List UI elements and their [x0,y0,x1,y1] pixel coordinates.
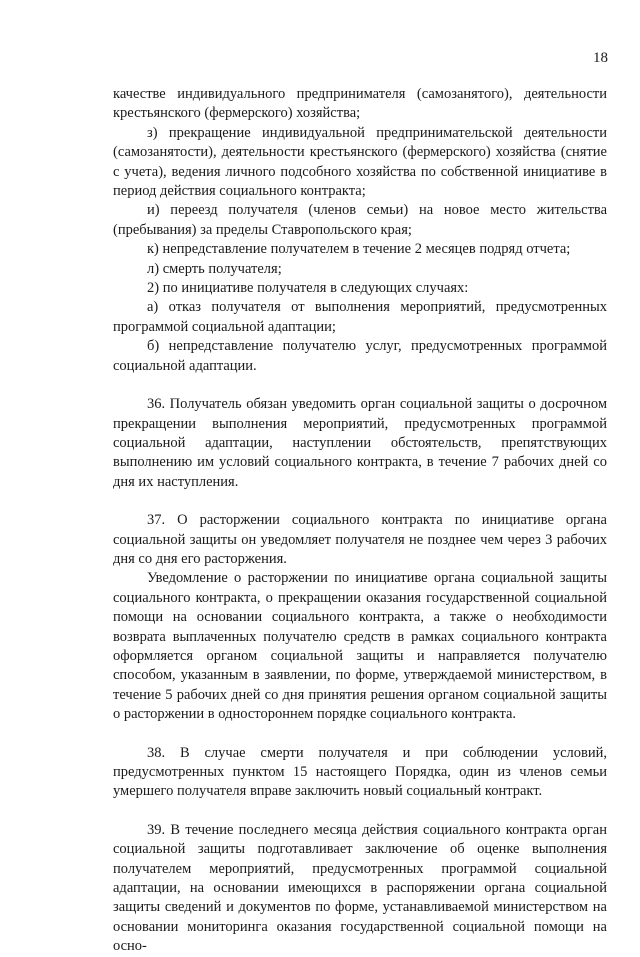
page-number: 18 [593,50,608,66]
clause-39: 39. В течение последнего месяца действия социального контракта орган социальной защиты подготавливает заключение об оценке выполнения получателем мероприятий, предусмотренных программой социальной адаптации, на основании имеющихся в распоряжении органа социальной защиты сведений и документов по форме, устанавливаемой министерством на основании мониторинга оказания государственной социальной помощи на осно- [113,821,607,955]
list-item-z: з) прекращение индивидуальной предпринимательской деятельности (самозанятости), деятельности крестьянского (фермерского) хозяйства (снятие с учета), ведения личного подсобного хозяйства по собственной инициативе в период действия социального контракта; [113,124,607,200]
clause-37-notice: Уведомление о расторжении по инициативе органа социальной защиты социального контракта, о прекращении оказания государственной социальной помощи на основании социального контракта, а также о необходимости возврата выплаченных получателю средств в рамках социального контракта оформляется органом социальной защиты и направляется получателю способом, указанным в заявлении, по форме, утверждаемой министерством, в течение 5 рабочих дней со дня принятия решения органом социальной защиты о расторжении в одностороннем порядке социального контракта. [113,570,607,723]
list-item-2: 2) по инициативе получателя в следующих случаях: [147,280,469,297]
list-item-k: к) непредставление получателем в течение 2 месяцев подряд отчета; [147,241,571,258]
list-item-i: и) переезд получателя (членов семьи) на новое место жительства (пребывания) за пределы Ставропольского края; [113,202,607,238]
list-item-l: л) смерть получателя; [147,260,282,277]
clause-38: 38. В случае смерти получателя и при соблюдении условий, предусмотренных пунктом 15 настоящего Порядка, один из членов семьи умершего получателя вправе заключить новый социальный контракт. [113,744,607,800]
document-body [113,85,607,957]
clause-37: 37. О расторжении социального контракта по инициативе органа социальной защиты он уведомляет получателя не позднее чем через 3 рабочих дня со дня его расторжения. [113,512,607,567]
clause-36: 36. Получатель обязан уведомить орган социальной защиты о досрочном прекращении выполнения мероприятий, предусмотренных программой социальной адаптации, наступлении обстоятельств, препятствующих выполнению им условий социального контракта, в течение 7 рабочих дней со дня их наступления. [113,396,607,490]
list-item-a: а) отказ получателя от выполнения мероприятий, предусмотренных программой социальной адаптации; [113,299,607,335]
list-item-b: б) непредставление получателю услуг, предусмотренных программой социальной адаптации. [113,338,607,374]
paragraph-continuation: качестве индивидуального предпринимателя (самозанятого), деятельности крестьянского (фермерского) хозяйства; [113,86,607,122]
